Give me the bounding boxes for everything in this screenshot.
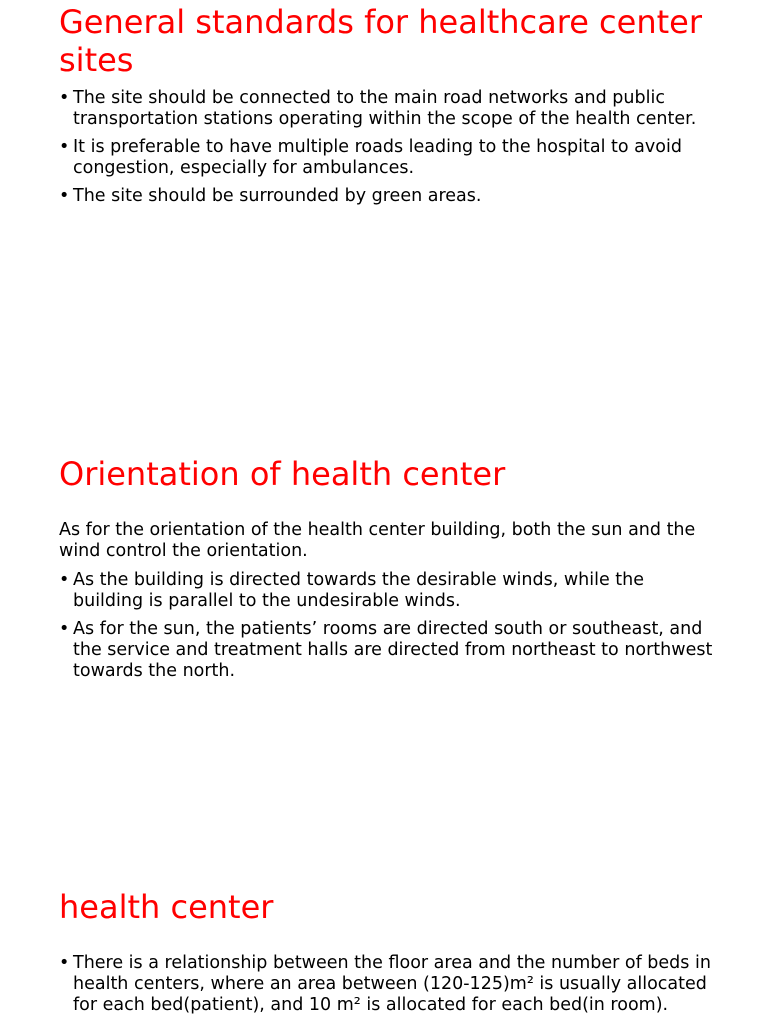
bullet-list bbox=[59, 88, 719, 207]
section-orientation bbox=[59, 455, 719, 689]
intro-paragraph: As for the orientation of the health center building, both the sun and the wind control the orientation. bbox=[59, 520, 696, 561]
list-item-text: It is preferable to have multiple roads leading to the hospital to avoid congestion, especially for ambulances. bbox=[73, 137, 682, 178]
bullet-icon: • bbox=[59, 619, 70, 639]
list-item bbox=[59, 186, 719, 207]
bullet-icon: • bbox=[59, 137, 70, 157]
list-item-text: The site should be connected to the main road networks and public transportation stations operating within the scope of the health center. bbox=[73, 88, 697, 129]
section-health-center bbox=[59, 888, 719, 1023]
bullet-icon: • bbox=[59, 953, 70, 973]
list-item bbox=[59, 570, 719, 612]
list-item bbox=[59, 619, 719, 682]
list-item-text: The site should be surrounded by green areas. bbox=[73, 186, 482, 206]
list-item-text: As for the sun, the patients’ rooms are directed south or southeast, and the service and treatment halls are directed from northeast to northwest towards the north. bbox=[73, 619, 713, 681]
list-item-text: As the building is directed towards the desirable winds, while the building is parallel to the undesirable winds. bbox=[73, 570, 645, 611]
section-heading: Orientation of health center bbox=[59, 455, 506, 493]
section-site-standards bbox=[59, 3, 719, 214]
bullet-list bbox=[59, 953, 719, 1016]
bullet-icon: • bbox=[59, 88, 70, 108]
list-item bbox=[59, 88, 719, 130]
section-heading: General standards for healthcare center sites bbox=[59, 3, 702, 79]
bullet-list bbox=[59, 570, 719, 682]
list-item bbox=[59, 953, 719, 1016]
list-item-text: There is a relationship between the floor area and the number of beds in health centers, where an area between (120-125)m² is usually allocated for each bed(patient), and 10 m² is allocated for each bed(in room). bbox=[73, 953, 711, 1015]
list-item bbox=[59, 137, 719, 179]
bullet-icon: • bbox=[59, 186, 70, 206]
bullet-icon: • bbox=[59, 570, 70, 590]
section-heading: health center bbox=[59, 888, 274, 926]
